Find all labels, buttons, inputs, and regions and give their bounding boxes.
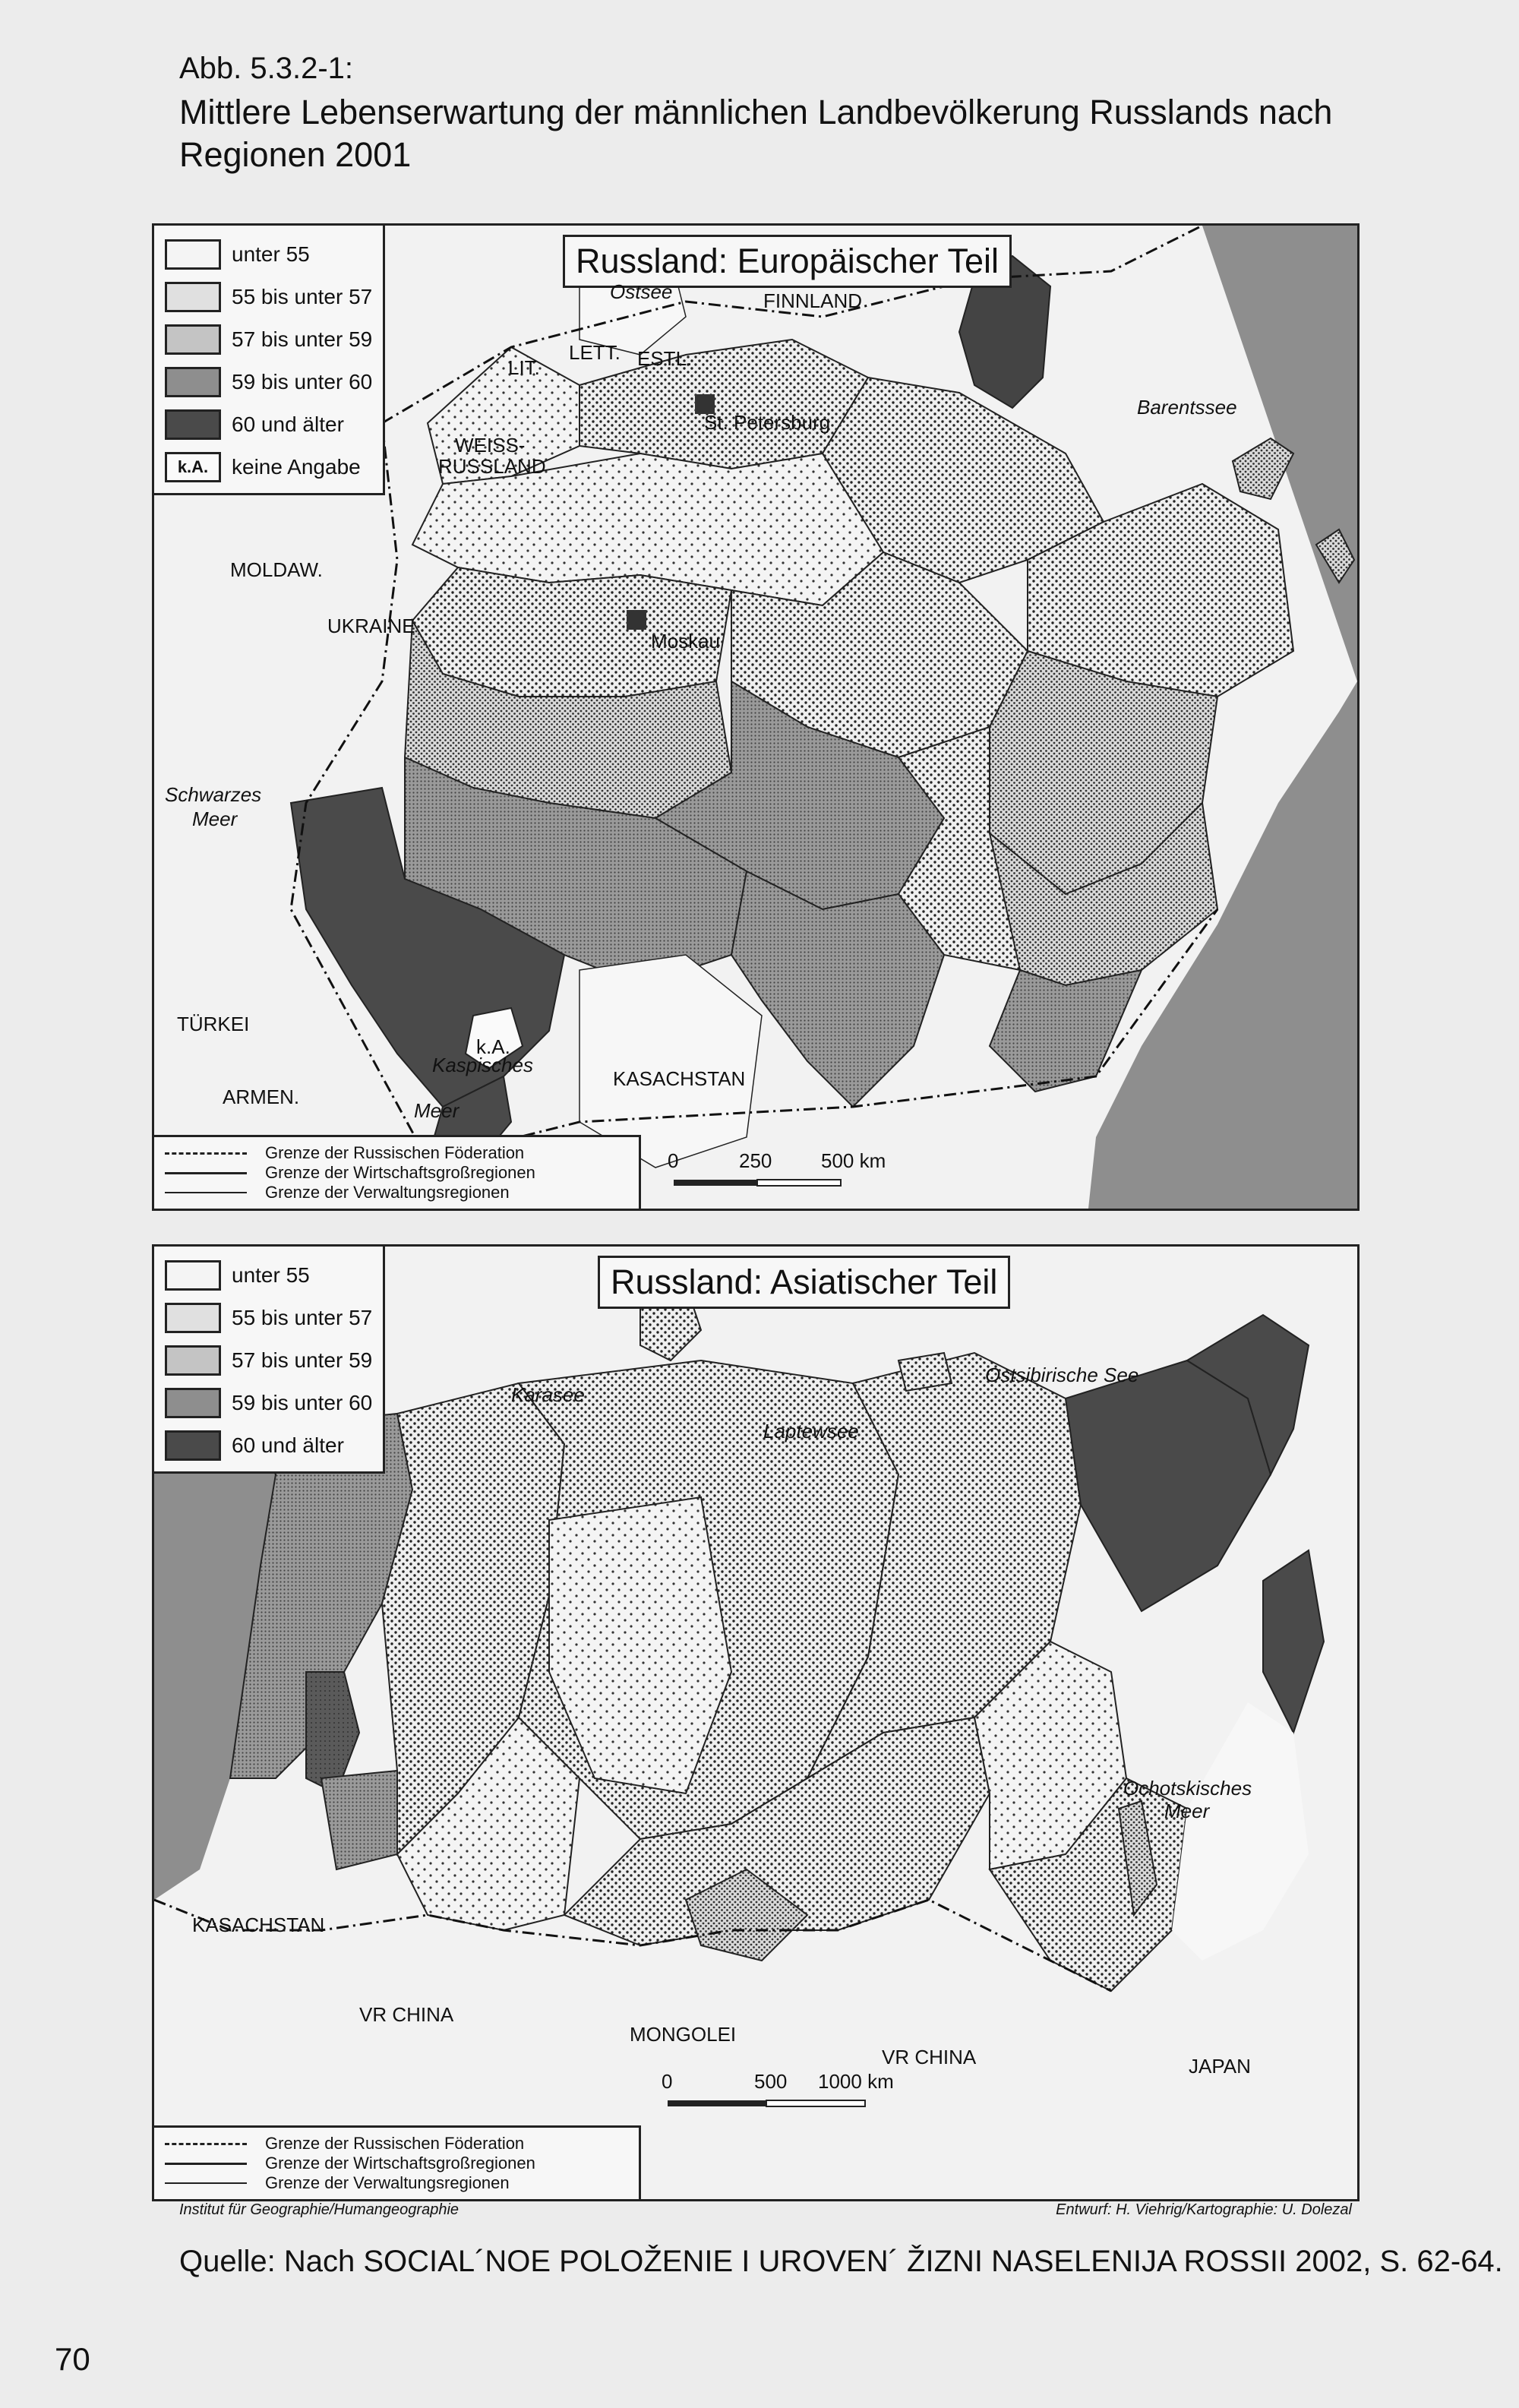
label-ukraine: UKRAINE bbox=[327, 615, 415, 637]
legend-label-55: 55 bis unter 57 bbox=[232, 285, 373, 308]
scale-eu-500: 500 km bbox=[821, 1149, 886, 1172]
legend-row-na bbox=[165, 446, 372, 488]
map-as-title: Russland: Asiatischer Teil bbox=[598, 1256, 1010, 1309]
scale-eu-250: 250 bbox=[739, 1149, 772, 1172]
legend-as-label-60: 60 und älter bbox=[232, 1433, 344, 1457]
label-lett: LETT. bbox=[569, 341, 621, 364]
label-moldaw: MOLDAW. bbox=[230, 558, 323, 581]
legend-as-row-under55 bbox=[165, 1254, 372, 1297]
credit-institute: Institut für Geographie/Humangeographie bbox=[179, 2201, 459, 2218]
label-schwarzes-meer-1: Schwarzes bbox=[165, 783, 262, 806]
label-kaspisches-meer-2: Meer bbox=[414, 1099, 459, 1122]
label-japan: JAPAN bbox=[1189, 2055, 1251, 2078]
legend-row-under55 bbox=[165, 233, 372, 276]
label-ostsee: Ostsee bbox=[610, 280, 673, 303]
label-moskau: Moskau bbox=[651, 630, 721, 653]
map-eu-title: Russland: Europäischer Teil bbox=[563, 235, 1012, 288]
scale-eu-0: 0 bbox=[668, 1149, 679, 1172]
label-kasachstan-as: KASACHSTAN bbox=[192, 1913, 325, 1936]
boundary-label-economic: Grenze der Wirtschaftsgroßregionen bbox=[265, 1163, 535, 1182]
scale-as-500: 500 bbox=[754, 2070, 788, 2093]
legend-row-59 bbox=[165, 361, 372, 403]
label-turkei: TÜRKEI bbox=[177, 1013, 250, 1035]
legend-as-label-under55: unter 55 bbox=[232, 1263, 310, 1287]
figure-title: Mittlere Lebenserwartung der männlichen Landbevölkerung Russlands nach Regionen 2001 bbox=[179, 93, 1333, 174]
legend-swatch-60 bbox=[165, 409, 221, 440]
source-citation: Quelle: Nach SOCIAL´NOE POLOŽENIE I UROVEN´ ŽIZNI NASELENIJA ROSSII 2002, S. 62-64. bbox=[179, 2245, 1503, 2278]
legend-swatch-na: k.A. bbox=[165, 452, 221, 482]
scale-as-0: 0 bbox=[662, 2070, 673, 2093]
legend-label-59: 59 bis unter 60 bbox=[232, 370, 373, 393]
legend-row-55 bbox=[165, 276, 372, 318]
boundary-label-federation: Grenze der Russischen Föderation bbox=[265, 1143, 525, 1162]
legend-as-label-59: 59 bis unter 60 bbox=[232, 1391, 373, 1414]
map-asian-part bbox=[152, 1244, 1360, 2201]
boundary-line-economic bbox=[165, 1172, 247, 1174]
legend-swatch-59 bbox=[165, 367, 221, 397]
legend-european bbox=[154, 226, 385, 495]
legend-as-swatch-55 bbox=[165, 1303, 221, 1333]
label-weissrussland-1: WEISS- bbox=[455, 434, 526, 457]
boundary-as-line-federation bbox=[165, 2143, 247, 2145]
label-stpetersburg: St. Petersburg bbox=[704, 411, 831, 434]
boundary-line-federation bbox=[165, 1152, 247, 1155]
label-vrchina-west: VR CHINA bbox=[359, 2003, 454, 2026]
label-barentssee: Barentssee bbox=[1137, 396, 1237, 419]
label-schwarzes-meer-2: Meer bbox=[192, 807, 238, 830]
label-lit: LIT. bbox=[508, 356, 540, 379]
scale-as-1000: 1000 km bbox=[818, 2070, 894, 2093]
boundary-as-label-admin: Grenze der Verwaltungsregionen bbox=[265, 2173, 510, 2192]
boundary-row-admin bbox=[165, 1183, 628, 1202]
boundary-label-admin: Grenze der Verwaltungsregionen bbox=[265, 1183, 510, 1202]
legend-label-60: 60 und älter bbox=[232, 412, 344, 436]
legend-as-label-57: 57 bis unter 59 bbox=[232, 1348, 373, 1372]
label-ostsibirische-see: Ostsibirische See bbox=[985, 1364, 1139, 1386]
label-armen: ARMEN. bbox=[223, 1085, 300, 1108]
scale-bar-eu bbox=[674, 1175, 848, 1190]
label-weissrussland-2: RUSSLAND bbox=[438, 455, 546, 478]
label-ochotskisches-meer-1: Ochotskisches bbox=[1123, 1777, 1252, 1800]
legend-row-57 bbox=[165, 318, 372, 361]
legend-label-under55: unter 55 bbox=[232, 242, 310, 266]
legend-as-label-55: 55 bis unter 57 bbox=[232, 1306, 373, 1329]
boundary-legend-as bbox=[154, 2125, 641, 2199]
label-kaspisches-meer-1: Kaspisches bbox=[432, 1054, 533, 1076]
boundary-as-row-admin bbox=[165, 2173, 628, 2193]
legend-row-60 bbox=[165, 403, 372, 446]
legend-as-row-57 bbox=[165, 1339, 372, 1382]
label-mongolei: MONGOLEI bbox=[630, 2023, 737, 2046]
legend-label-57: 57 bis unter 59 bbox=[232, 327, 373, 351]
legend-label-na: keine Angabe bbox=[232, 455, 361, 479]
figure-label: Abb. 5.3.2-1: bbox=[179, 52, 354, 85]
label-finnland: FINNLAND bbox=[763, 289, 863, 312]
legend-swatch-55 bbox=[165, 282, 221, 312]
boundary-as-label-federation: Grenze der Russischen Föderation bbox=[265, 2134, 525, 2153]
boundary-legend-eu bbox=[154, 1135, 641, 1209]
boundary-as-line-economic bbox=[165, 2163, 247, 2165]
legend-as-swatch-60 bbox=[165, 1430, 221, 1461]
map-european-part bbox=[152, 223, 1360, 1211]
boundary-as-line-admin bbox=[165, 2182, 247, 2184]
label-laptewsee: Laptewsee bbox=[763, 1420, 859, 1443]
legend-swatch-57 bbox=[165, 324, 221, 355]
boundary-row-economic bbox=[165, 1163, 628, 1183]
label-estl: ESTL. bbox=[637, 347, 693, 370]
page-number: 70 bbox=[55, 2341, 90, 2377]
legend-as-row-60 bbox=[165, 1424, 372, 1467]
legend-as-row-55 bbox=[165, 1297, 372, 1339]
legend-as-swatch-under55 bbox=[165, 1260, 221, 1291]
legend-as-swatch-57 bbox=[165, 1345, 221, 1376]
label-karasee: Karasee bbox=[511, 1383, 585, 1406]
legend-as-row-59 bbox=[165, 1382, 372, 1424]
boundary-as-row-federation bbox=[165, 2134, 628, 2154]
label-ka: k.A. bbox=[476, 1035, 510, 1058]
credit-cartography: Entwurf: H. Viehrig/Kartographie: U. Dolezal bbox=[1056, 2201, 1352, 2218]
label-kasachstan-eu: KASACHSTAN bbox=[613, 1067, 746, 1090]
label-vrchina-east: VR CHINA bbox=[882, 2046, 977, 2068]
scale-bar-as bbox=[668, 2096, 880, 2111]
legend-swatch-under55 bbox=[165, 239, 221, 270]
label-ochotskisches-meer-2: Meer bbox=[1164, 1800, 1210, 1822]
new-siberian-islands bbox=[898, 1353, 952, 1391]
boundary-row-federation bbox=[165, 1143, 628, 1163]
moskau-marker bbox=[627, 610, 646, 630]
boundary-line-admin bbox=[165, 1192, 247, 1193]
boundary-as-row-economic bbox=[165, 2154, 628, 2173]
legend-asian bbox=[154, 1247, 385, 1474]
legend-as-swatch-59 bbox=[165, 1388, 221, 1418]
boundary-as-label-economic: Grenze der Wirtschaftsgroßregionen bbox=[265, 2154, 535, 2173]
